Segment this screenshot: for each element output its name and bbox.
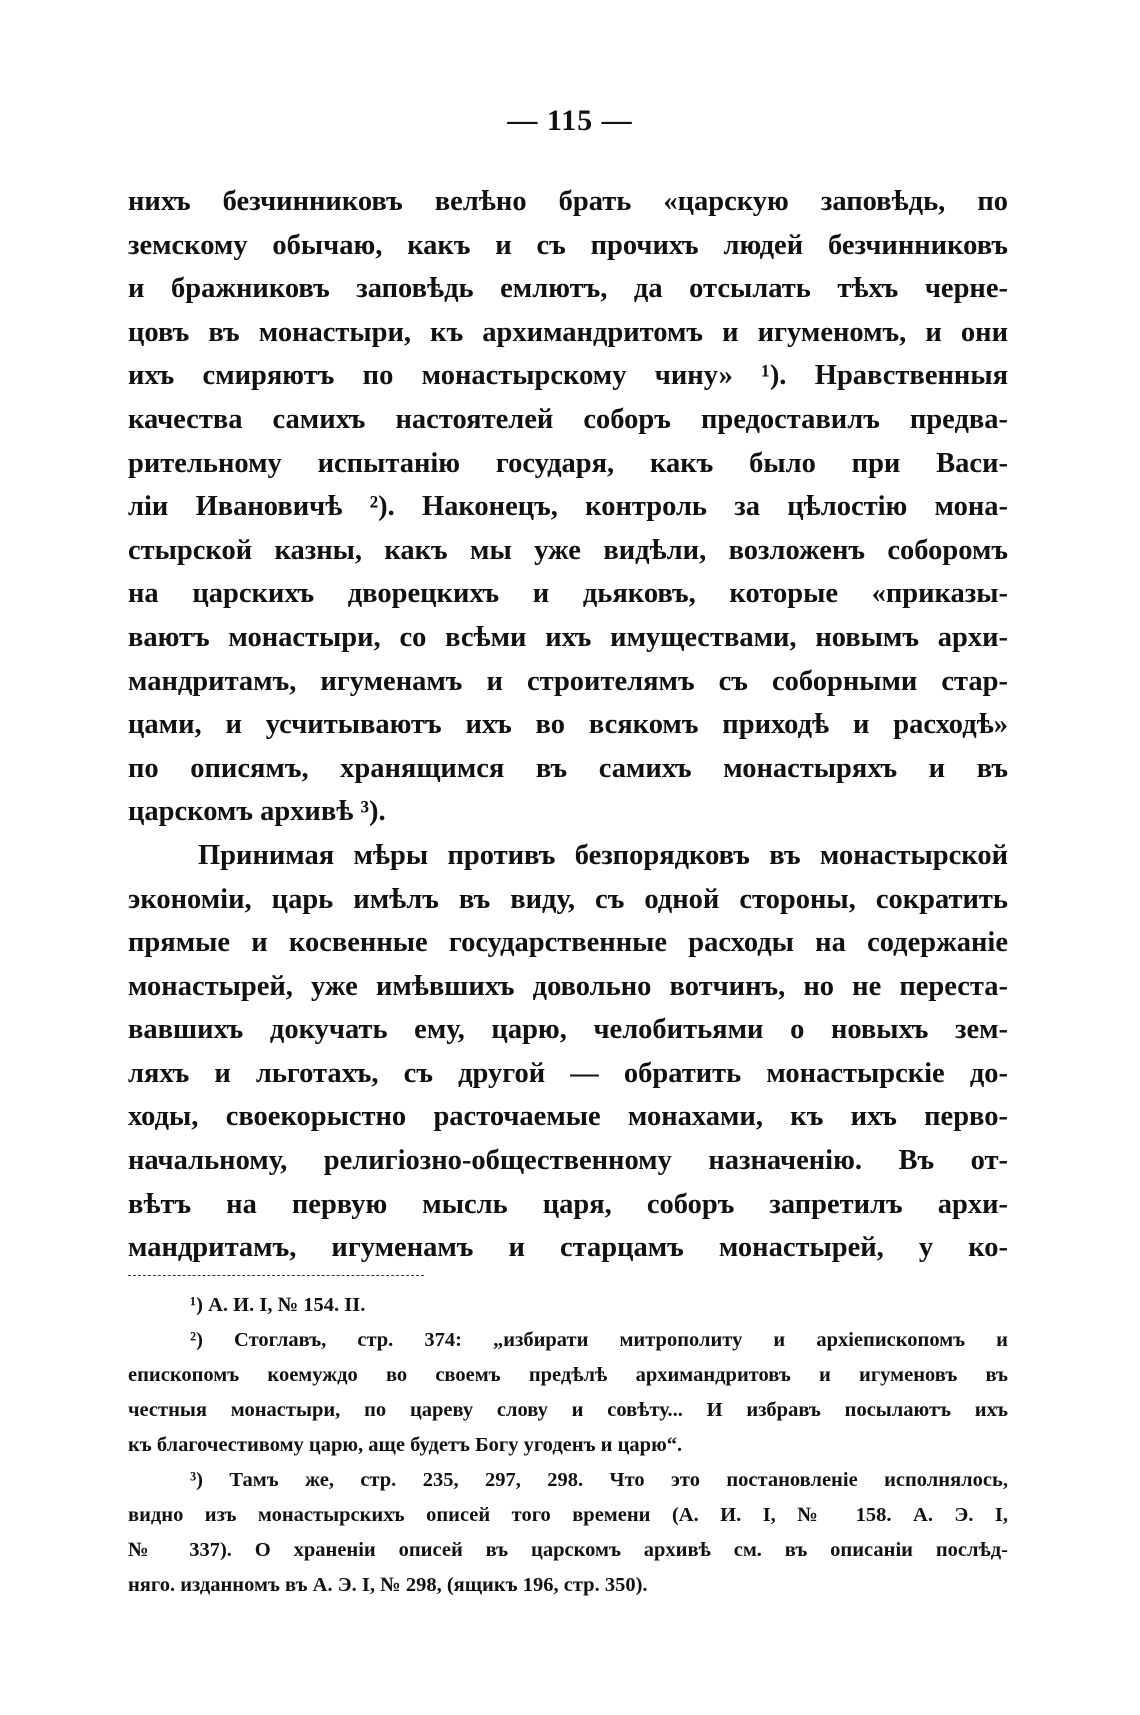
body-line: царскомъ архивѣ ³). [128,796,386,828]
body-line: по описямъ, хранящимся въ самихъ монастыряхъ и въ [128,752,1008,784]
footnote-line: видно изъ монастырскихъ описей того времени (А. И. I, № 158. А. Э. I, [128,1504,1008,1526]
body-line: монастырей, уже имѣвшихъ довольно вотчинъ, но не переста- [128,970,1008,1002]
body-line: мандритамъ, игуменамъ и старцамъ монастырей, у ко- [128,1232,1008,1264]
footnotes [128,1288,1008,1603]
page-number: — 115 — [507,104,633,137]
body-line: Принимая мѣры противъ безпорядковъ въ монастырской [198,839,1008,871]
footnote-line: няго. изданномъ въ А. Э. I, № 298, (ящикъ 196, стр. 350). [128,1574,648,1596]
body-line: земскому обычаю, какъ и съ прочихъ людей безчинниковъ [128,229,1008,261]
body-line: рительному испытанію государя, какъ было при Васи- [128,447,1008,479]
body-line: цовъ въ монастыри, къ архимандритомъ и игуменомъ, и они [128,316,1008,348]
footnote-line: епископомъ коемуждо во своемъ предѣлѣ архимандритовъ и игуменовъ въ [128,1364,1008,1386]
body-line: экономіи, царь имѣлъ въ виду, съ одной стороны, сократить [128,883,1008,915]
body-line: начальному, религіозно-общественному назначенію. Въ от- [128,1145,1008,1177]
footnote-line: къ благочестивому царю, аще будетъ Богу угоденъ и царю“. [128,1434,683,1456]
footnote-line: ³) Тамъ же, стр. 235, 297, 298. Что это постановленіе исполнялось, [190,1469,1008,1491]
body-line: вѣтъ на первую мысль царя, соборъ запретилъ архи- [128,1188,1008,1220]
body-line: и бражниковъ заповѣдь емлютъ, да отсылать тѣхъ черне- [128,273,1008,305]
body-line: ваютъ монастыри, со всѣми ихъ имуществами, новымъ архи- [128,621,1008,653]
footnote-line: честныя монастыри, по цареву слову и совѣту... И избравъ посылаютъ ихъ [128,1399,1008,1421]
body-line: на царскихъ дворецкихъ и дьяковъ, которые «приказы- [128,578,1008,610]
body-line: цами, и усчитываютъ ихъ во всякомъ приходѣ и расходѣ» [128,709,1008,741]
body-line: прямые и косвенные государственные расходы на содержаніе [128,927,1008,959]
body-line: мандритамъ, игуменамъ и строителямъ съ соборными стар- [128,665,1008,697]
footnote-line: № 337). О храненіи описей въ царскомъ архивѣ см. въ описаніи послѣд- [128,1539,1008,1561]
body-line: ляхъ и льготахъ, съ другой — обратить монастырскіе до- [128,1057,1008,1089]
body-line: стырской казны, какъ мы уже видѣли, возложенъ соборомъ [128,534,1008,566]
footnote-line: ¹) А. И. I, № 154. II. [190,1294,366,1316]
body-line: ходы, своекорыстно расточаемые монахами, къ ихъ перво- [128,1101,1008,1133]
body-line: ихъ смиряютъ по монастырскому чину» ¹). Нравственныя [128,360,1008,392]
main-text [128,180,1008,1270]
body-line: нихъ безчинниковъ велѣно брать «царскую заповѣдь, по [128,186,1008,217]
body-line: ліи Ивановичѣ ²). Наконецъ, контроль за цѣлостію мона- [128,491,1008,523]
body-line: качества самихъ настоятелей соборъ предоставилъ предва- [128,403,1008,435]
footnote-divider [128,1275,424,1276]
footnote-line: ²) Стоглавъ, стр. 374: „избирати митрополиту и архіепископомъ и [190,1329,1008,1351]
body-line: вавшихъ докучать ему, царю, челобитьями о новыхъ зем- [128,1014,1008,1046]
